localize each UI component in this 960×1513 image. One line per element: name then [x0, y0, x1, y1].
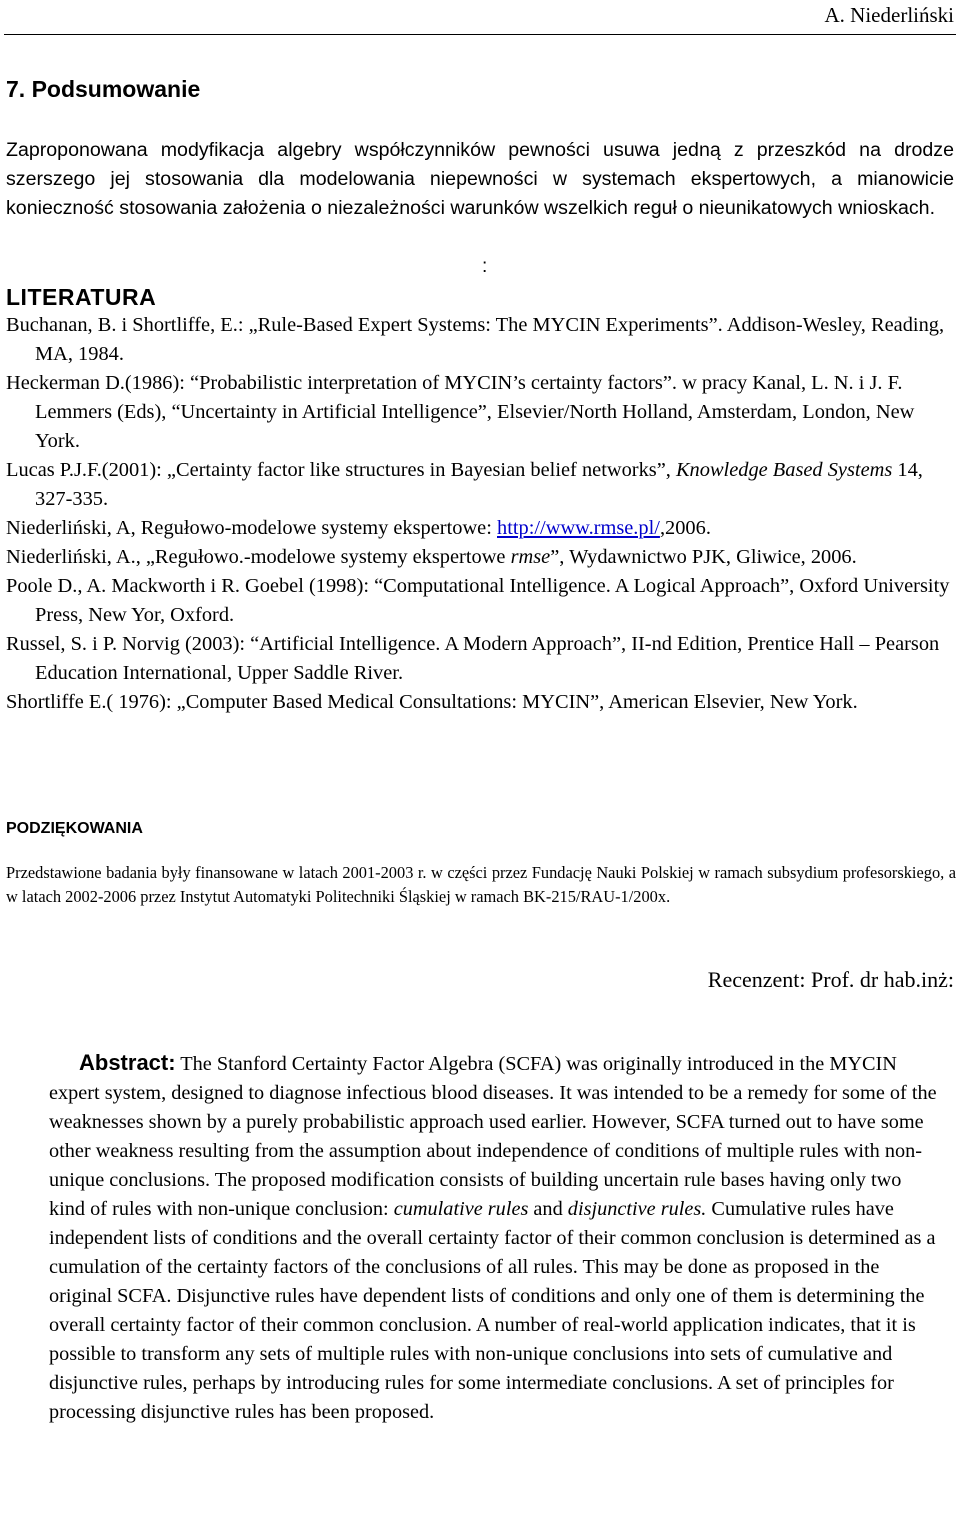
reference-item — [6, 369, 956, 456]
abstract-label: Abstract: — [79, 1050, 176, 1075]
reference-text: Lucas P.J.F.(2001): „Certainty factor like structures in Bayesian belief networks”, — [6, 459, 676, 481]
running-header-author: A. Niederliński — [824, 3, 954, 27]
acknowledgements-heading: PODZIĘKOWANIA — [6, 820, 143, 837]
abstract-text: The Stanford Certainty Factor Algebra (SCFA) was originally introduced in the MYCIN expert system, designed to diagnose infectious blood diseases. It was intended to be a remedy for some of the weaknesses shown by a purely probabilistic approach used earlier. However, SCFA turned out to have some other weakness resulting from the assumption about independence of conditions of multiple rules with non-unique conclusions. The proposed modification consists of building uncertain rule bases having only two kind of rules with non-unique conclusion: — [49, 1053, 937, 1220]
reference-text: Buchanan, B. i Shortliffe, E.: „Rule-Based Expert Systems: The MYCIN Experiments”. Addison-Wesley, Reading, MA, 1984. — [6, 314, 945, 365]
reference-text: Knowledge Based Systems — [675, 459, 893, 481]
reference-item — [6, 572, 956, 630]
reference-text: 14, 327-335. — [35, 459, 923, 510]
abstract-text: cumulative rules — [393, 1198, 529, 1220]
section-title: 7. Podsumowanie — [6, 76, 201, 102]
reference-item — [6, 514, 956, 543]
abstract-body — [49, 1053, 937, 1423]
reference-list — [6, 311, 956, 717]
reference-text: Niederliński, A., „Regułowo.-modelowe systemy ekspertowe — [6, 546, 511, 568]
reference-text: Shortliffe E.( 1976): „Computer Based Medical Consultations: MYCIN”, American Elsevier, New York. — [6, 691, 858, 713]
reference-item — [6, 456, 956, 514]
abstract-block — [49, 1048, 939, 1427]
reference-text: ,2006. — [659, 517, 711, 539]
reference-item — [6, 311, 956, 369]
reference-text: ”, Wydawnictwo PJK, Gliwice, 2006. — [550, 546, 857, 568]
abstract-text: Cumulative rules have independent lists of conditions and the overall certainty factor of their common conclusion is determined as a cumulation of the certainty factors of the conclusions of all rules. This may be done as proposed in the original SCFA. Disjunctive rules have dependent lists of conditions and only one of them is determining the overall certainty factor of their common conclusion. A number of real-world application indicates, that it is possible to transform any sets of multiple rules with non-unique conclusions into sets of cumulative and disjunctive rules, perhaps by introducing rules for some intermediate conclusions. A set of principles for processing disjunctive rules has been proposed. — [49, 1198, 936, 1423]
reference-text: Niederliński, A, Regułowo-modelowe systemy ekspertowe: — [6, 517, 497, 539]
abstract-text: disjunctive rules. — [567, 1198, 707, 1220]
header-divider — [4, 34, 956, 35]
reference-item — [6, 543, 956, 572]
reference-item — [6, 630, 956, 688]
literature-heading: LITERATURA — [6, 284, 157, 310]
summary-paragraph: Zaproponowana modyfikacja algebry współczynników pewności usuwa jedną z przeszkód na drodze szerszego jej stosowania dla modelowania niepewności w systemach ekspertowych, a mianowicie konieczność stosowania założenia o niezależności warunków wszelkich reguł o nieunikatowych wnioskach. — [6, 139, 954, 219]
stray-colon: : — [482, 256, 488, 277]
reference-text: Poole D., A. Mackworth i R. Goebel (1998): “Computational Intelligence. A Logical Approach”, Oxford University Press, New Yor, Oxford. — [6, 575, 950, 626]
reference-text: Russel, S. i P. Norvig (2003): “Artificial Intelligence. A Modern Approach”, II-nd Edition, Prentice Hall – Pearson Education International, Upper Saddle River. — [6, 633, 940, 684]
reference-text: Heckerman D.(1986): “Probabilistic interpretation of MYCIN’s certainty factors”. w pracy Kanal, L. N. i J. F. Lemmers (Eds), “Uncertainty in Artificial Intelligence”, Elsevier/North Holland, Amsterdam, London, New York. — [6, 372, 915, 452]
reference-item — [6, 688, 956, 717]
reference-link[interactable]: http://www.rmse.pl/ — [497, 517, 660, 539]
acknowledgements-text: Przedstawione badania były finansowane w latach 2001-2003 r. w części przez Fundację Nauki Polskiej w ramach subsydium profesorskiego, a w latach 2002-2006 przez Instytut Automatyki Politechniki Śląskiej w ramach BK-215/RAU-1/200x. — [6, 863, 956, 906]
reference-text: rmse — [510, 546, 551, 568]
abstract-text: and — [528, 1198, 568, 1220]
reviewer-line: Recenzent: Prof. dr hab.inż: — [707, 967, 954, 992]
